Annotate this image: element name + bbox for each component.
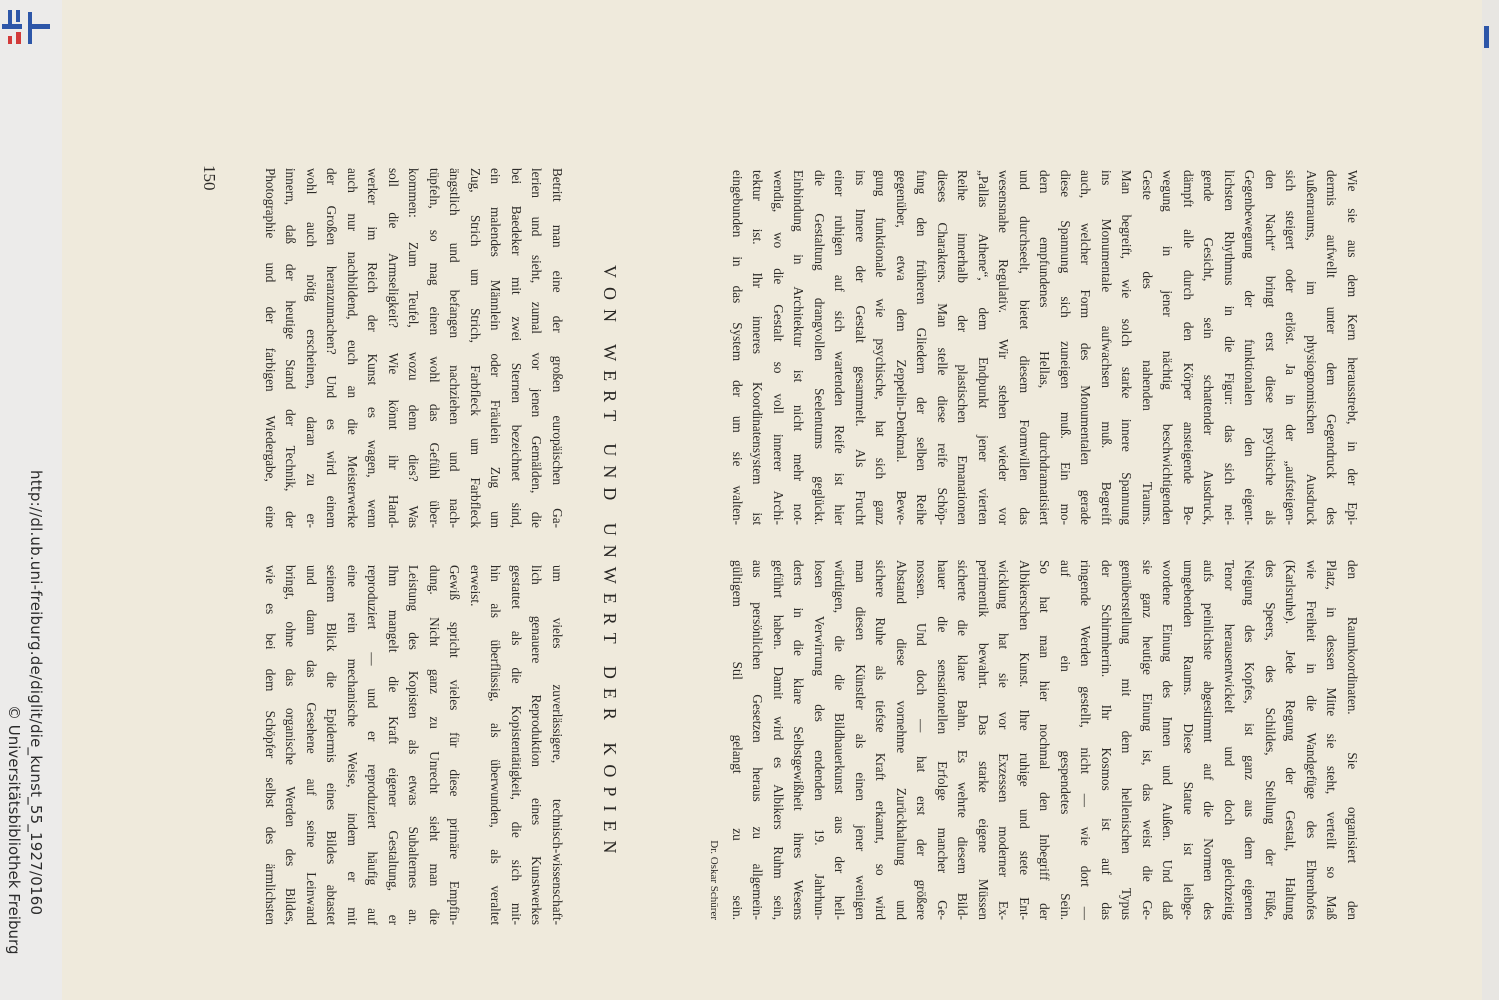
text-column [727, 170, 1363, 525]
text-line: Außenraums, im physiognomischen Ausdruck [1304, 170, 1319, 525]
ub-freiburg-logo-icon [2, 8, 50, 64]
text-line: man diesen Künstler als einen jener wenigen [853, 560, 868, 920]
text-line: genüberstellung mit dem hellenischen Typus [1119, 560, 1135, 920]
text-line: Zug, Strich um Strich, Farbfleck um Farbfleck [468, 168, 483, 528]
text-line: um vieles zuverlässigere, technisch-wissenschaft- [550, 565, 565, 925]
text-line: Betritt man eine der großen europäischen Ga- [550, 168, 565, 528]
text-line: ringende Werden gestellt, nicht — wie dort — [1078, 560, 1094, 920]
viewer-sidebar [0, 0, 62, 1000]
author-signature: Dr. Oskar Schürer [708, 840, 721, 920]
text-line: Einbindung in Architektur ist nicht mehr not- [791, 170, 807, 525]
text-line: wie Freiheit in die Wandgefüge des Ehrenhofes [1304, 560, 1319, 920]
text-line: wicklung hat sie vor Exzessen moderner Ex- [996, 560, 1012, 920]
copyright-notice: © Universitätsbibliothek Freiburg [5, 705, 23, 955]
text-line: dern empfundenes Hellas, durchdramatisiert [1037, 170, 1053, 525]
text-line: kommen: Zum Teufel, wozu denn dies? Was [406, 168, 422, 528]
text-line: dämpft alle durch den Körper ansteigende Be- [1181, 170, 1196, 525]
text-line: Reihe innerhalb der plastischen Emanationen [955, 170, 971, 525]
text-line: dermis aufwellt unter dem Gegendruck des [1324, 170, 1340, 525]
text-line: wie es bei dem Schöpfer selbst des ärmlichsten [263, 565, 278, 925]
text-line: wordene Einung des Innen und Außen. Und daß [1160, 560, 1176, 920]
text-line: Man begreift, wie solch starke innere Spannung [1119, 170, 1135, 525]
text-line: auf ein gespendetes Sein. [1058, 560, 1073, 920]
text-line: losen Verwirrung des endenden 19. Jahrhun- [812, 560, 827, 920]
text-column [727, 560, 1363, 920]
text-line: perimentik bewahrt. Das starke eigene Müssen [976, 560, 991, 920]
section-title [599, 265, 620, 862]
text-line: sicherte die klare Bahn. Es wehrte diesem Bild- [955, 560, 971, 920]
text-line: hauer die sensationellen Erfolge mancher Ge- [935, 560, 950, 920]
text-line: So hat man hier nochmal den Inbegriff der [1037, 560, 1053, 920]
text-line: gende Gesicht, sein schattender Ausdruck, [1201, 170, 1217, 525]
column-bottom-left [260, 168, 568, 528]
text-line: lichsten Rhythmus in die Figur: das sich nei- [1222, 170, 1237, 525]
text-line: auch nur nachbildend, euch an die Meisterwerke [345, 168, 360, 528]
text-line: sie ganz heutige Einung ist, das weist die Ge- [1140, 560, 1155, 920]
text-line: eine rein mechanische Weise, indem er mit [345, 565, 360, 925]
logo-fragment-icon [1484, 26, 1496, 50]
text-line: sichere Ruhe als tiefste Kraft erkannt, so wird [873, 560, 889, 920]
text-line: einer ruhigen auf sich wartenden Reife ist hier [832, 170, 848, 525]
text-line: ins Monumentale aufwachsen muß. Begreift [1099, 170, 1114, 525]
text-line: würdigen, die die Bildhauerkunst aus der heil- [832, 560, 848, 920]
text-line: Tenor herausentwickelt und doch gleichzeitig [1222, 560, 1237, 920]
text-line: wegung in jener nächtig beschwichtigenden [1160, 170, 1176, 525]
column-top-right [708, 560, 1363, 920]
text-line: (Karlsruhe). Jede Regung der Gestalt, Haltung [1283, 560, 1299, 920]
text-line: die Gestaltung drangvollen Seelentums geglückt. [812, 170, 827, 525]
document-url[interactable]: http://dl.ub.uni-freiburg.de/diglit/die_kunst_55_1927/0160 [27, 470, 45, 916]
text-line: wendig, wo die Gestalt so voll innerer Archi- [771, 170, 786, 525]
text-line: ins Innere der Gestalt gesammelt. Als Frucht [853, 170, 868, 525]
text-line: und dann das Gesehene auf seine Leinwand [304, 565, 319, 925]
text-line: Albikerschen Kunst. Ihre ruhige und stete Ent- [1017, 560, 1032, 920]
text-line: auch, welcher Form des Monumentalen gerade [1078, 170, 1094, 525]
text-line: seinem Blick die Epidermis eines Bildes abtastet [324, 565, 340, 925]
text-line: ein malendes Männlein oder Fräulein Zug um [488, 168, 504, 528]
text-line: Leistung des Kopisten als etwas Subalternes an. [406, 565, 422, 925]
text-line: dieses Charakters. Man stelle diese reife Schöp- [935, 170, 950, 525]
text-line: sich steigert oder erlöst. Ja in der „aufsteigen- [1283, 170, 1299, 525]
text-line: gung funktionale wie psychische, hat sich ganz [873, 170, 889, 525]
text-column [260, 565, 568, 925]
text-line: den Raumkoordinaten. Sie organisiert den [1345, 560, 1360, 920]
text-line: soll die Armseligkeit? Wie könnt ihr Hand- [386, 168, 401, 528]
text-line: wesensnahe Regulativ. Wir stehen wieder vor [996, 170, 1012, 525]
text-line: Photographie und der farbigen Wiedergabe, eine [263, 168, 278, 528]
column-bottom-right [260, 565, 568, 925]
text-line: der Großen heranzumachen? Und es wird einem [324, 168, 340, 528]
text-line: Ihm mangelt die Kraft eigener Gestaltung, er [386, 565, 401, 925]
text-line: reproduziert — und er reproduziert häufig auf [365, 565, 381, 925]
text-line: erweist. [468, 565, 483, 607]
text-line: Gewiß spricht vieles für diese primäre Empfin- [447, 565, 463, 925]
text-line: lich genauere Reproduktion eines Kunstwerkes [529, 565, 545, 925]
page-number [199, 165, 219, 191]
text-line: gegenüber, etwa dem Zeppelin-Denkmal. Bewe- [894, 170, 909, 525]
text-line: der Schirmherrin. Ihr Kosmos ist auf das [1099, 560, 1114, 920]
text-line: tektur ist. Ihr inneres Koordinatensystem ist [750, 170, 766, 525]
text-line: dung. Nicht ganz zu Unrecht sieht man die [427, 565, 442, 925]
text-line: innern, daß der heutige Stand der Technik, der [283, 168, 299, 528]
text-line: hin als überflüssig, als überwunden, als veraltet [488, 565, 504, 925]
text-line: Neigung des Kopfes, ist ganz aus dem eigenen [1242, 560, 1258, 920]
text-line: bei Baedeker mit zwei Sternen bezeichnet sind, [509, 168, 524, 528]
text-line: und durchseelt, bietet diesem Formwillen das [1017, 170, 1032, 525]
text-line: umgebenden Raums. Diese Statue ist leibge- [1181, 560, 1196, 920]
text-line: Abstand diese vornehme Zurückhaltung und [894, 560, 909, 920]
text-line: gültigem Stil gelangt zu sein. [730, 560, 745, 920]
page-edge [1482, 0, 1499, 1000]
text-line: Platz, in dessen Mitte sie steht, verteilt so Maß [1324, 560, 1340, 920]
text-line: „Pallas Athene“, dem Endpunkt jener vierten [976, 170, 991, 525]
text-line: aufs peinlichste abgestimmt auf die Normen des [1201, 560, 1217, 920]
text-line: ängstlich und befangen nachziehen und nach- [447, 168, 463, 528]
text-line: lerien und sieht, zumal vor jenen Gemälden, die [529, 168, 545, 528]
text-line: fung den früheren Gliedern der selben Reihe [914, 170, 930, 525]
section-title-text: VON WERT UND UNWERT DER KOPIEN [600, 265, 620, 863]
text-line: werker im Reich der Kunst es wagen, wenn [365, 168, 381, 528]
text-line: Gegenbewegung der funktionalen den eigent- [1242, 170, 1258, 525]
text-line: wohl auch nötig erscheinen, daran zu er- [304, 168, 319, 528]
text-line: tüpfeln, so mag einen wohl das Gefühl über- [427, 168, 442, 528]
text-line: eingebunden in das System der um sie walten- [730, 170, 745, 525]
text-line: diese Spannung sich zuneigen muß. Ein mo- [1058, 170, 1073, 525]
text-line: Geste des nahenden Traums. [1140, 170, 1155, 525]
text-column [260, 168, 568, 528]
text-line: Wie sie aus dem Kern herausstrebt, in der Epi- [1345, 170, 1360, 525]
text-line: des Speers, des Schildes, Stellung der Füße, [1263, 560, 1278, 920]
text-line: derts in die klare Selbstgewißheit ihres Wesens [791, 560, 807, 920]
scanned-page [62, 0, 1482, 1000]
page-number-text: 150 [200, 165, 219, 191]
text-line: bringt, ohne das organische Werden des Bildes, [283, 565, 299, 925]
text-line: gestattet als die Kopistentätigkeit, die sich mit- [509, 565, 524, 925]
text-line: nossen. Und doch — hat erst der größere [914, 560, 930, 920]
text-line: aus persönlichen Gesetzen heraus zu allgemein- [750, 560, 766, 920]
column-top-left [727, 170, 1363, 525]
text-line: geführt haben. Damit wird es Albikers Ruhm sein, [771, 560, 786, 920]
text-line: den Nacht“ bringt erst diese psychische als [1263, 170, 1278, 525]
